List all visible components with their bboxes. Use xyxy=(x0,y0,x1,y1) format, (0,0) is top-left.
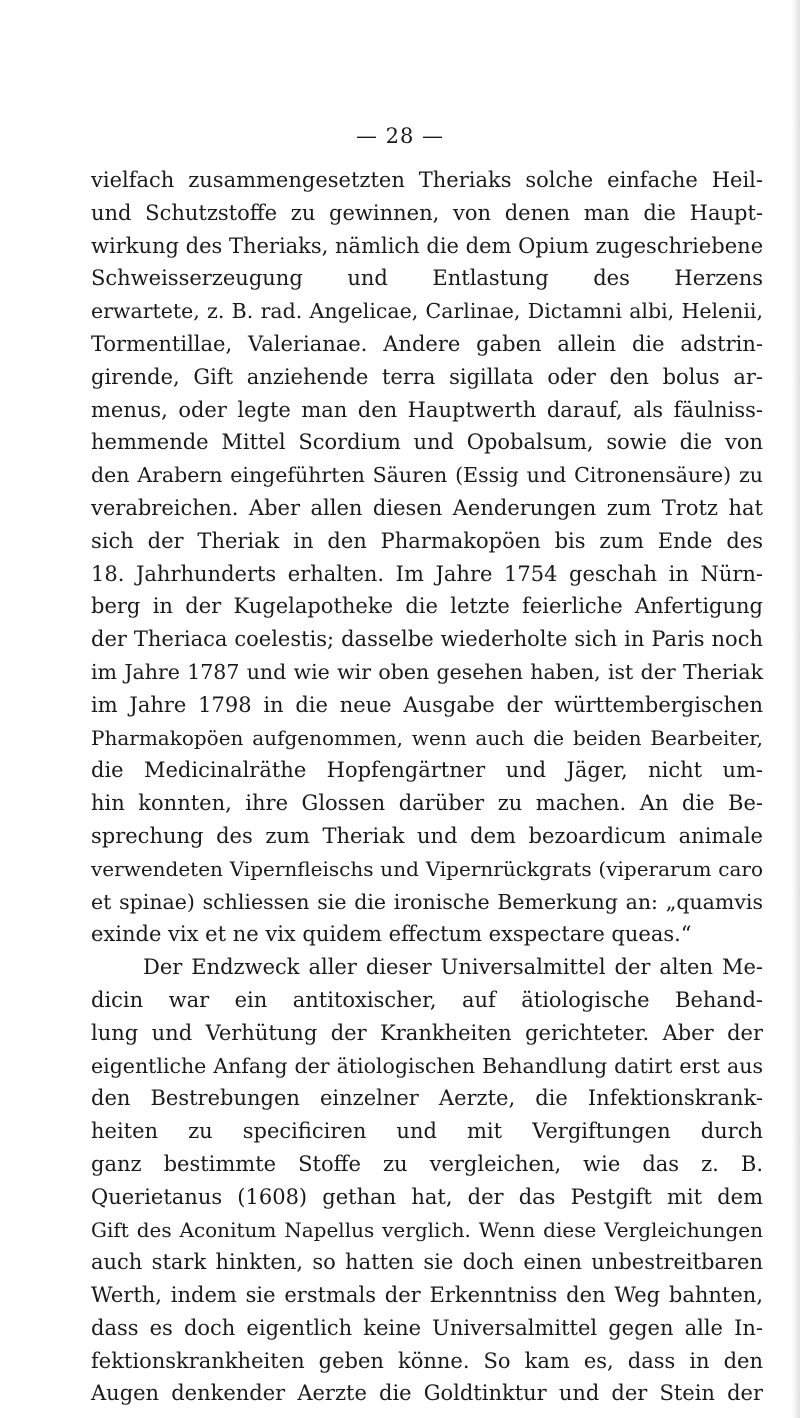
text-line: erwartete, z. B. rad. Angelicae, Carlinae, Dictamni albi, Helenii, xyxy=(91,299,763,324)
text-line: der Theriaca coelestis; dasselbe wiederholte sich in Paris noch xyxy=(91,627,763,652)
text-line: Werth, indem sie erstmals der Erkenntniss den Weg bahnten, xyxy=(91,1283,763,1308)
text-line: et spinae) schliessen sie die ironische Bemerkung an: „quamvis xyxy=(91,889,763,914)
text-line: Augen denkender Aerzte die Goldtinktur und der Stein der xyxy=(91,1381,763,1406)
text-line: lung und Verhütung der Krankheiten gerichteter. Aber der xyxy=(91,1020,763,1045)
text-line: verabreichen. Aber allen diesen Aenderungen zum Trotz hat xyxy=(91,495,763,520)
text-line: Pharmakopöen aufgenommen, wenn auch die beiden Bearbeiter, xyxy=(91,725,763,750)
text-line: im Jahre 1798 in die neue Ausgabe der württembergischen xyxy=(91,692,763,717)
text-line: vielfach zusammengesetzten Theriaks solche einfache Heil- xyxy=(91,168,763,192)
text-line: berg in der Kugelapotheke die letzte feierliche Anfertigung xyxy=(91,594,763,619)
text-line: Tormentillae, Valerianae. Andere gaben allein die adstrin- xyxy=(91,331,763,356)
text-line: fektionskrankheiten geben könne. So kam es, dass in den xyxy=(91,1348,763,1373)
text-line: auch stark hinkten, so hatten sie doch einen unbestreitbaren xyxy=(91,1250,763,1275)
text-line: hemmende Mittel Scordium und Opobalsum, sowie die von xyxy=(91,430,763,455)
text-line: Der Endzweck aller dieser Universalmittel der alten Me- xyxy=(143,955,763,980)
page-edge-shadow xyxy=(792,0,800,1418)
text-line: girende, Gift anziehende terra sigillata oder den bolus ar- xyxy=(91,364,763,389)
text-line: Schweisserzeugung und Entlastung des Herzens xyxy=(91,266,763,291)
text-line: verwendeten Vipernfleischs und Vipernrückgrats (viperarum caro xyxy=(91,856,763,881)
text-line: Gift des Aconitum Napellus verglich. Wenn diese Vergleichungen xyxy=(91,1217,763,1242)
text-line: dicin war ein antitoxischer, auf ätiologische Behand- xyxy=(91,987,763,1012)
text-line: ganz bestimmte Stoffe zu vergleichen, wie das z. B. xyxy=(91,1151,763,1176)
text-line: sprechung des zum Theriak und dem bezoardicum animale xyxy=(91,823,763,848)
text-line: eigentliche Anfang der ätiologischen Behandlung datirt erst aus xyxy=(91,1053,763,1078)
text-line: wirkung des Theriaks, nämlich die dem Opium zugeschriebene xyxy=(91,233,764,258)
text-line: exinde vix et ne vix quidem effectum exspectare queas.“ xyxy=(91,922,692,947)
text-line: dass es doch eigentlich keine Universalmittel gegen alle In- xyxy=(91,1315,763,1340)
text-line: den Bestrebungen einzelner Aerzte, die Infektionskrank- xyxy=(91,1086,763,1111)
text-line: im Jahre 1787 und wie wir oben gesehen haben, ist der Theriak xyxy=(91,659,763,684)
text-line: die Medicinalräthe Hopfengärtner und Jäger, nicht um- xyxy=(91,758,763,783)
text-line: und Schutzstoffe zu gewinnen, von denen man die Haupt- xyxy=(91,200,763,225)
text-line: menus, oder legte man den Hauptwerth darauf, als fäulniss- xyxy=(91,397,763,422)
page-number: — 28 — xyxy=(355,124,445,148)
text-line: heiten zu specificiren und mit Vergiftungen durch xyxy=(91,1119,763,1144)
text-line: hin konnten, ihre Glossen darüber zu machen. An die Be- xyxy=(91,791,763,816)
text-line: Querietanus (1608) gethan hat, der das Pestgift mit dem xyxy=(91,1184,763,1209)
text-line: sich der Theriak in den Pharmakopöen bis zum Ende des xyxy=(91,528,763,553)
text-line: 18. Jahrhunderts erhalten. Im Jahre 1754 geschah in Nürn- xyxy=(91,561,763,586)
body-text xyxy=(91,164,763,1410)
text-line: den Arabern eingeführten Säuren (Essig und Citronensäure) zu xyxy=(91,463,763,488)
